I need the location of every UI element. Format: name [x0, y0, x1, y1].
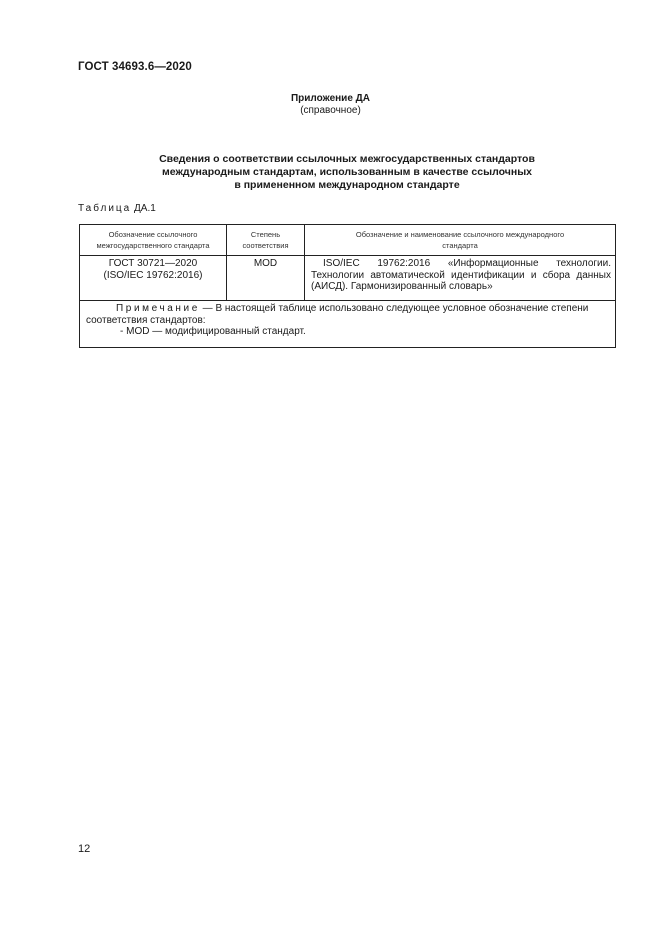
header-text: соответствия: [242, 241, 289, 250]
header-text: Обозначение и наименование ссылочного международного: [355, 230, 565, 239]
table-caption-label: Таблица: [78, 203, 132, 214]
header-cell-standard: [80, 225, 227, 256]
header-text: стандарта: [442, 241, 478, 250]
correspondence-table: [79, 224, 616, 348]
heading-line: Сведения о соответствии ссылочных межгосударственных стандартов: [159, 153, 535, 165]
note-paragraph: [86, 303, 609, 326]
section-heading: [0, 153, 661, 192]
header-cell-degree: [227, 225, 305, 256]
cell-degree: MOD: [227, 256, 305, 301]
header-cell-international: [305, 225, 616, 256]
note-label: Примечание: [116, 303, 200, 314]
heading-line: в примененном международном стандарте: [234, 179, 460, 191]
header-text: Обозначение ссылочного: [108, 230, 198, 239]
page-number: 12: [78, 843, 91, 855]
heading-line: международным стандартам, использованным в качестве ссылочных: [161, 166, 532, 178]
appendix-title: Приложение ДА: [290, 93, 371, 104]
cell-standard: [80, 256, 227, 301]
note-text: — В настоящей таблице использовано следующее условное обозначение степени соответствия стандартов:: [86, 303, 589, 326]
table-row: [80, 256, 616, 301]
table-note-row: [80, 301, 616, 348]
appendix-subtitle: (справочное): [300, 105, 361, 116]
document-id: ГОСТ 34693.6—2020: [78, 61, 192, 73]
standard-designation-alt: (ISO/IEC 19762:2016): [103, 269, 203, 281]
appendix-block: [0, 93, 661, 117]
standard-designation: ГОСТ 30721—2020: [108, 258, 198, 269]
header-text: Степень: [250, 230, 281, 239]
table-header-row: [80, 225, 616, 256]
note-cell: [80, 301, 616, 348]
cell-international: ISO/IEC 19762:2016 «Информационные технологии. Технологии автоматической идентификации и сбора данных (АИСД). Гармонизированный словарь»: [305, 256, 616, 301]
note-item: - MOD — модифицированный стандарт.: [120, 326, 306, 337]
table-caption-number: ДА.1: [134, 203, 156, 214]
header-text: межгосударственного стандарта: [96, 241, 210, 250]
table-caption: [78, 203, 156, 214]
